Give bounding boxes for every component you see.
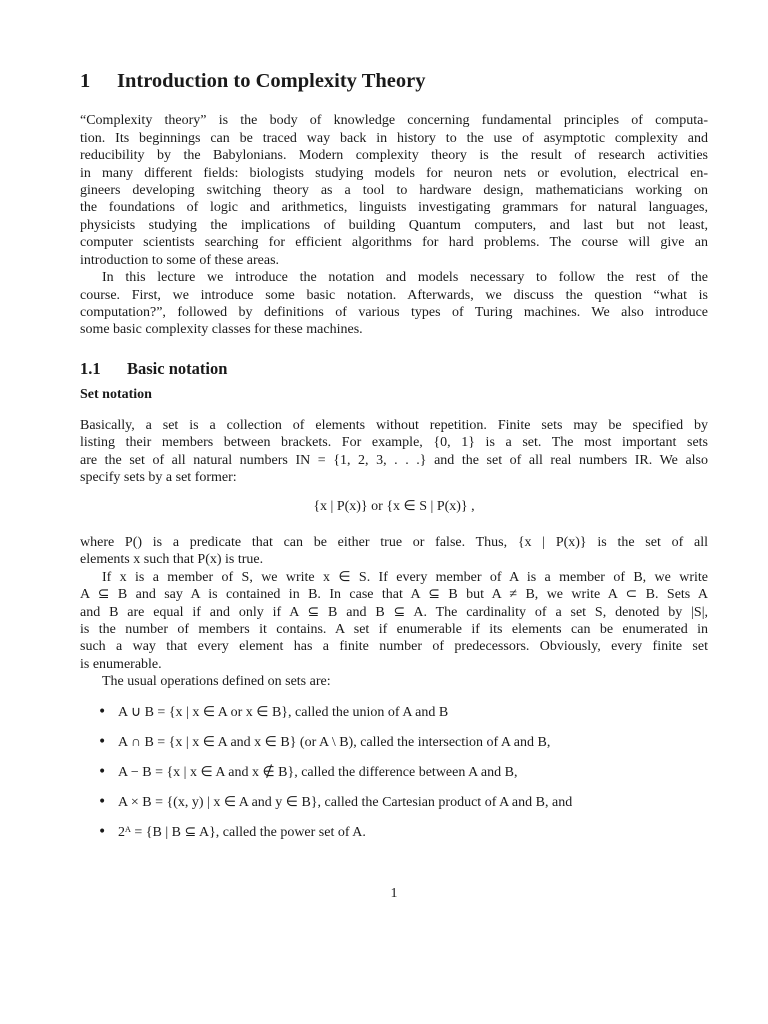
text-line: gineers developing switching theory as a tool to hardware design, mathematicians working on <box>80 183 708 198</box>
page-number: 1 <box>390 886 398 901</box>
text-line: in many different fields: biologists studying models for neuron nets or evolution, electrical en- <box>80 166 708 181</box>
text-line: physicists studying the implications of building Quantum computers, and last but not least, <box>80 218 708 233</box>
list-item: 2ᴬ = {B | B ⊆ A}, called the power set of A. <box>118 825 366 840</box>
display-formula: {x | P(x)} or {x ∈ S | P(x)} , <box>313 499 475 514</box>
section-heading <box>80 70 425 93</box>
text-line: computation?”, followed by definitions of various types of Turing machines. We also introduce <box>80 305 708 320</box>
paragraph-heading: Set notation <box>80 387 152 402</box>
text-line: The usual operations defined on sets are: <box>102 674 331 689</box>
text-line: listing their members between brackets. For example, {0, 1} is a set. The most important sets <box>80 435 708 450</box>
text-line: tion. Its beginnings can be traced way back in history to the use of asymptotic complexity and <box>80 131 708 146</box>
text-line: course. First, we introduce some basic notation. Afterwards, we discuss the question “what is <box>80 288 708 303</box>
subsection-number: 1.1 <box>80 359 101 378</box>
bullet-marker: • <box>98 824 107 840</box>
text-line: “Complexity theory” is the body of knowledge concerning fundamental principles of computa- <box>80 113 708 128</box>
list-item: A ∩ B = {x | x ∈ A and x ∈ B} (or A \ B), called the intersection of A and B, <box>118 735 551 750</box>
section-title: Introduction to Complexity Theory <box>117 70 426 92</box>
text-line: such a way that every element has a finite number of predecessors. Obviously, every finite set <box>80 639 708 654</box>
bullet-marker: • <box>98 734 107 750</box>
text-line: where P() is a predicate that can be either true or false. Thus, {x | P(x)} is the set of all <box>80 535 708 550</box>
text-line: A ⊆ B and say A is contained in B. In case that A ⊆ B but A ≠ B, we write A ⊂ B. Sets A <box>80 587 708 602</box>
text-line: Basically, a set is a collection of elements without repetition. Finite sets may be specified by <box>80 418 708 433</box>
text-line: the foundations of logic and arithmetics, linguists investigating grammars for natural languages, <box>80 200 708 215</box>
text-line: is enumerable. <box>80 657 162 672</box>
bullet-marker: • <box>98 704 107 720</box>
text-line: specify sets by a set former: <box>80 470 237 485</box>
subsection-title: Basic notation <box>127 359 228 378</box>
section-number: 1 <box>80 70 91 92</box>
bullet-marker: • <box>98 794 107 810</box>
text-line: reducibility by the Babylonians. Modern complexity theory is the result of research activities <box>80 148 708 163</box>
text-line: elements x such that P(x) is true. <box>80 552 264 567</box>
text-line: introduction to some of these areas. <box>80 253 280 268</box>
list-item: A × B = {(x, y) | x ∈ A and y ∈ B}, called the Cartesian product of A and B, and <box>118 795 573 810</box>
text-line: are the set of all natural numbers IN = {1, 2, 3, . . .} and the set of all real numbers IR. We also <box>80 453 708 468</box>
text-line: is the number of members it contains. A set if enumerable if its elements can be enumerated in <box>80 622 708 637</box>
list-item: A − B = {x | x ∈ A and x ∉ B}, called the difference between A and B, <box>118 765 518 780</box>
bullet-marker: • <box>98 764 107 780</box>
text-line: In this lecture we introduce the notation and models necessary to follow the rest of the <box>102 270 708 285</box>
text-line: some basic complexity classes for these machines. <box>80 322 363 337</box>
list-item: A ∪ B = {x | x ∈ A or x ∈ B}, called the union of A and B <box>118 705 449 720</box>
text-line: If x is a member of S, we write x ∈ S. If every member of A is a member of B, we write <box>102 570 708 585</box>
text-line: computer scientists searching for efficient algorithms for hard problems. The course will give an <box>80 235 708 250</box>
text-line: and B are equal if and only if A ⊆ B and B ⊆ A. The cardinality of a set S, denoted by |S|, <box>80 605 708 620</box>
subsection-heading <box>80 359 227 379</box>
